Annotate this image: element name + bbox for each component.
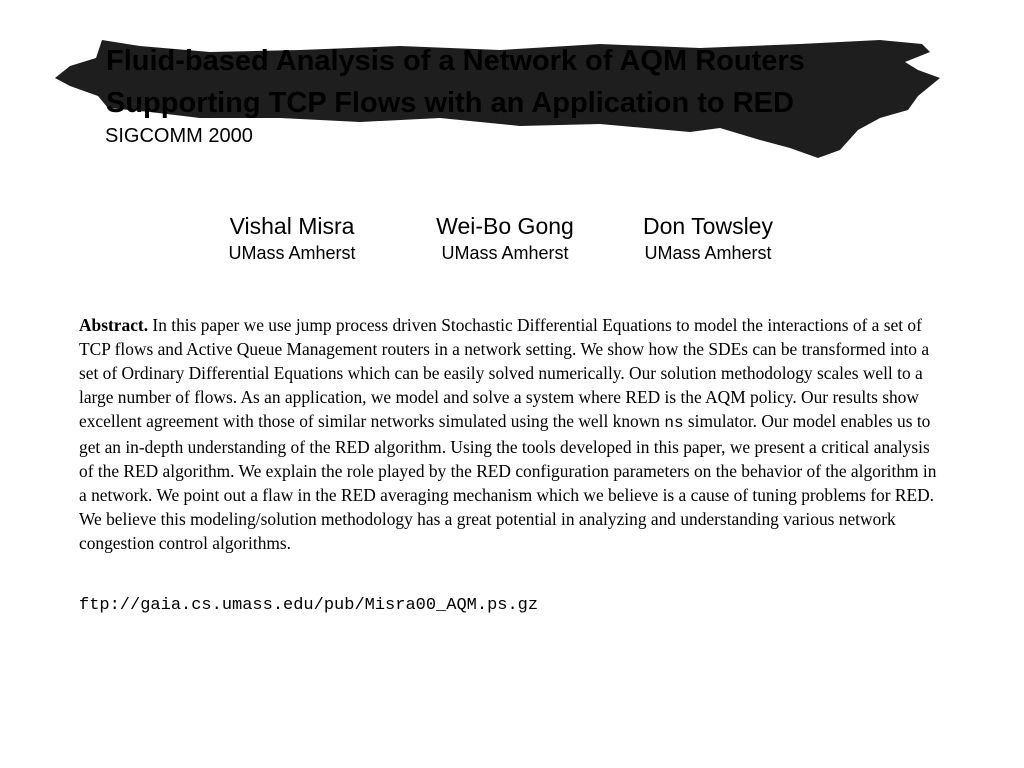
- author-affiliation: UMass Amherst: [441, 243, 569, 263]
- author-name: Don Towsley: [643, 213, 773, 239]
- title-line-1: Fluid-based Analysis of a Network of AQM Routers: [106, 45, 805, 77]
- abstract-ns-term: ns: [664, 414, 684, 433]
- author-block: [212, 211, 372, 265]
- author-name: Vishal Misra: [229, 213, 355, 239]
- author-affiliation: UMass Amherst: [644, 243, 772, 263]
- download-url: ftp://gaia.cs.umass.edu/pub/Misra00_AQM.ps.gz: [79, 596, 539, 615]
- author-affiliation: UMass Amherst: [228, 243, 356, 263]
- paper-title: [106, 40, 1006, 124]
- abstract-text-part-1: In this paper we use jump process driven Stochastic Differential Equations to model the interactions of a set of TCP flows and Active Queue Management routers in a network setting. We show how the SDEs can be transformed into a set of Ordinary Differential Equations which can be easily solved numerically. Our solution methodology scales well to a large number of flows. As an application, we model and solve a system where RED is the AQM policy. Our results show excellent agreement with those of similar networks simulated using the well known: [79, 315, 930, 432]
- author-block: [628, 211, 788, 265]
- author-list: [0, 211, 1024, 271]
- author-block: [420, 211, 590, 265]
- abstract-paragraph: [79, 313, 947, 555]
- abstract-text-part-2: simulator. Our model enables us to get an in-depth understanding of the RED algorithm. Using the tools developed in this paper, we present a critical analysis of the RED algorithm. We explain the role played by the RED configuration parameters on the behavior of the algorithm in a network. We point out a flaw in the RED averaging mechanism which we believe is a cause of tuning problems for RED. We believe this modeling/solution methodology has a great potential in analyzing and understanding various network congestion control algorithms.: [79, 411, 937, 554]
- conference-venue: SIGCOMM 2000: [105, 125, 253, 147]
- title-line-2: Supporting TCP Flows with an Application to RED: [106, 87, 794, 119]
- author-name: Wei-Bo Gong: [436, 213, 574, 239]
- abstract-heading: Abstract.: [79, 315, 149, 336]
